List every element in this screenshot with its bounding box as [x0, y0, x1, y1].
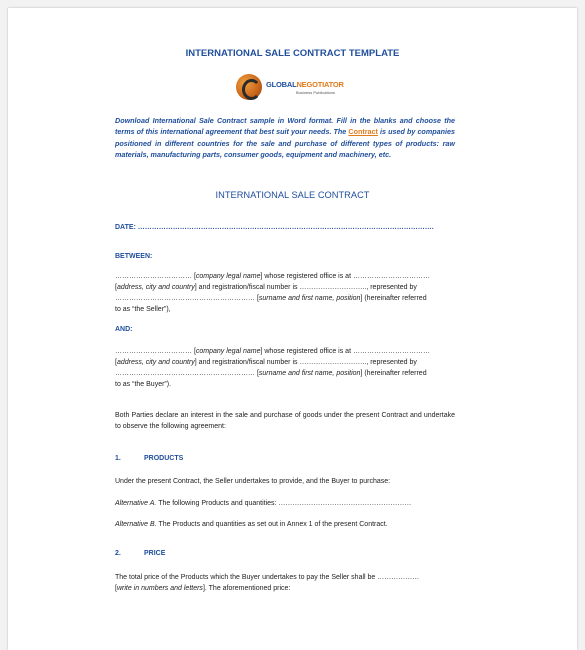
contract-heading: INTERNATIONAL SALE CONTRACT — [215, 190, 370, 200]
section-1-text: Under the present Contract, the Seller undertakes to provide, and the Buyer to purchase: — [115, 478, 391, 485]
buyer-line-1: …………………………… [company legal name] whose registered office is at …………………………… — [115, 348, 430, 355]
global-negotiator-logo — [236, 72, 351, 102]
buyer-line-3: …………………………………………………… [surname and first name, position] (hereinafter referred — [115, 370, 427, 377]
contract-link[interactable]: Contract — [348, 127, 378, 137]
alternative-b: Alternative B. The Products and quantities as set out in Annex 1 of the present Contract. — [115, 521, 388, 528]
section-2-title: PRICE — [144, 550, 166, 557]
buyer-line-2: [address, city and country] and registration/fiscal number is ……………………….., represented by — [115, 359, 417, 366]
document-page — [8, 8, 577, 650]
seller-line-2: [address, city and country] and registration/fiscal number is ……………………….., represented by — [115, 284, 417, 291]
seller-line-1: …………………………… [company legal name] whose registered office is at …………………………… — [115, 273, 430, 280]
and-label: AND: — [115, 326, 133, 333]
section-2-line-1: The total price of the Products which the Buyer undertakes to pay the Seller shall be ……………… — [115, 574, 420, 581]
both-parties-paragraph: Both Parties declare an interest in the sale and purchase of goods under the present Contract and undertake to observe the following agreement: — [115, 412, 455, 431]
logo-wordmark: GLOBALNEGOTIATOR — [266, 80, 344, 89]
document-title: INTERNATIONAL SALE CONTRACT TEMPLATE — [185, 48, 400, 59]
section-1-title: PRODUCTS — [144, 455, 184, 462]
globe-logo-icon — [236, 74, 262, 100]
section-2-number: 2. — [115, 550, 121, 557]
buyer-line-4: to as “the Buyer”). — [115, 381, 172, 388]
section-2-line-2: [write in numbers and letters]. The aforementioned price: — [115, 585, 291, 592]
seller-line-4: to as “the Seller”), — [115, 306, 171, 313]
date-line: DATE: ………………………………………………………………………………………………………………. — [115, 224, 434, 231]
seller-line-3: …………………………………………………… [surname and first name, position] (hereinafter referred — [115, 295, 427, 302]
alternative-a: Alternative A. The following Products and quantities: ………………………………………………… — [115, 500, 412, 507]
logo-tagline: Business Publications — [296, 90, 335, 95]
between-label: BETWEEN: — [115, 253, 153, 260]
section-1-number: 1. — [115, 455, 121, 462]
intro-paragraph: Download International Sale Contract sample in Word format. Fill in the blanks and choose the terms of this international agreement that best suit your needs. The Contract is used by companies positioned in different countries for the sale and purchase of different types of products: raw materials, manufacturing parts, consumer goods, equipment and machinery, etc. — [115, 116, 455, 159]
